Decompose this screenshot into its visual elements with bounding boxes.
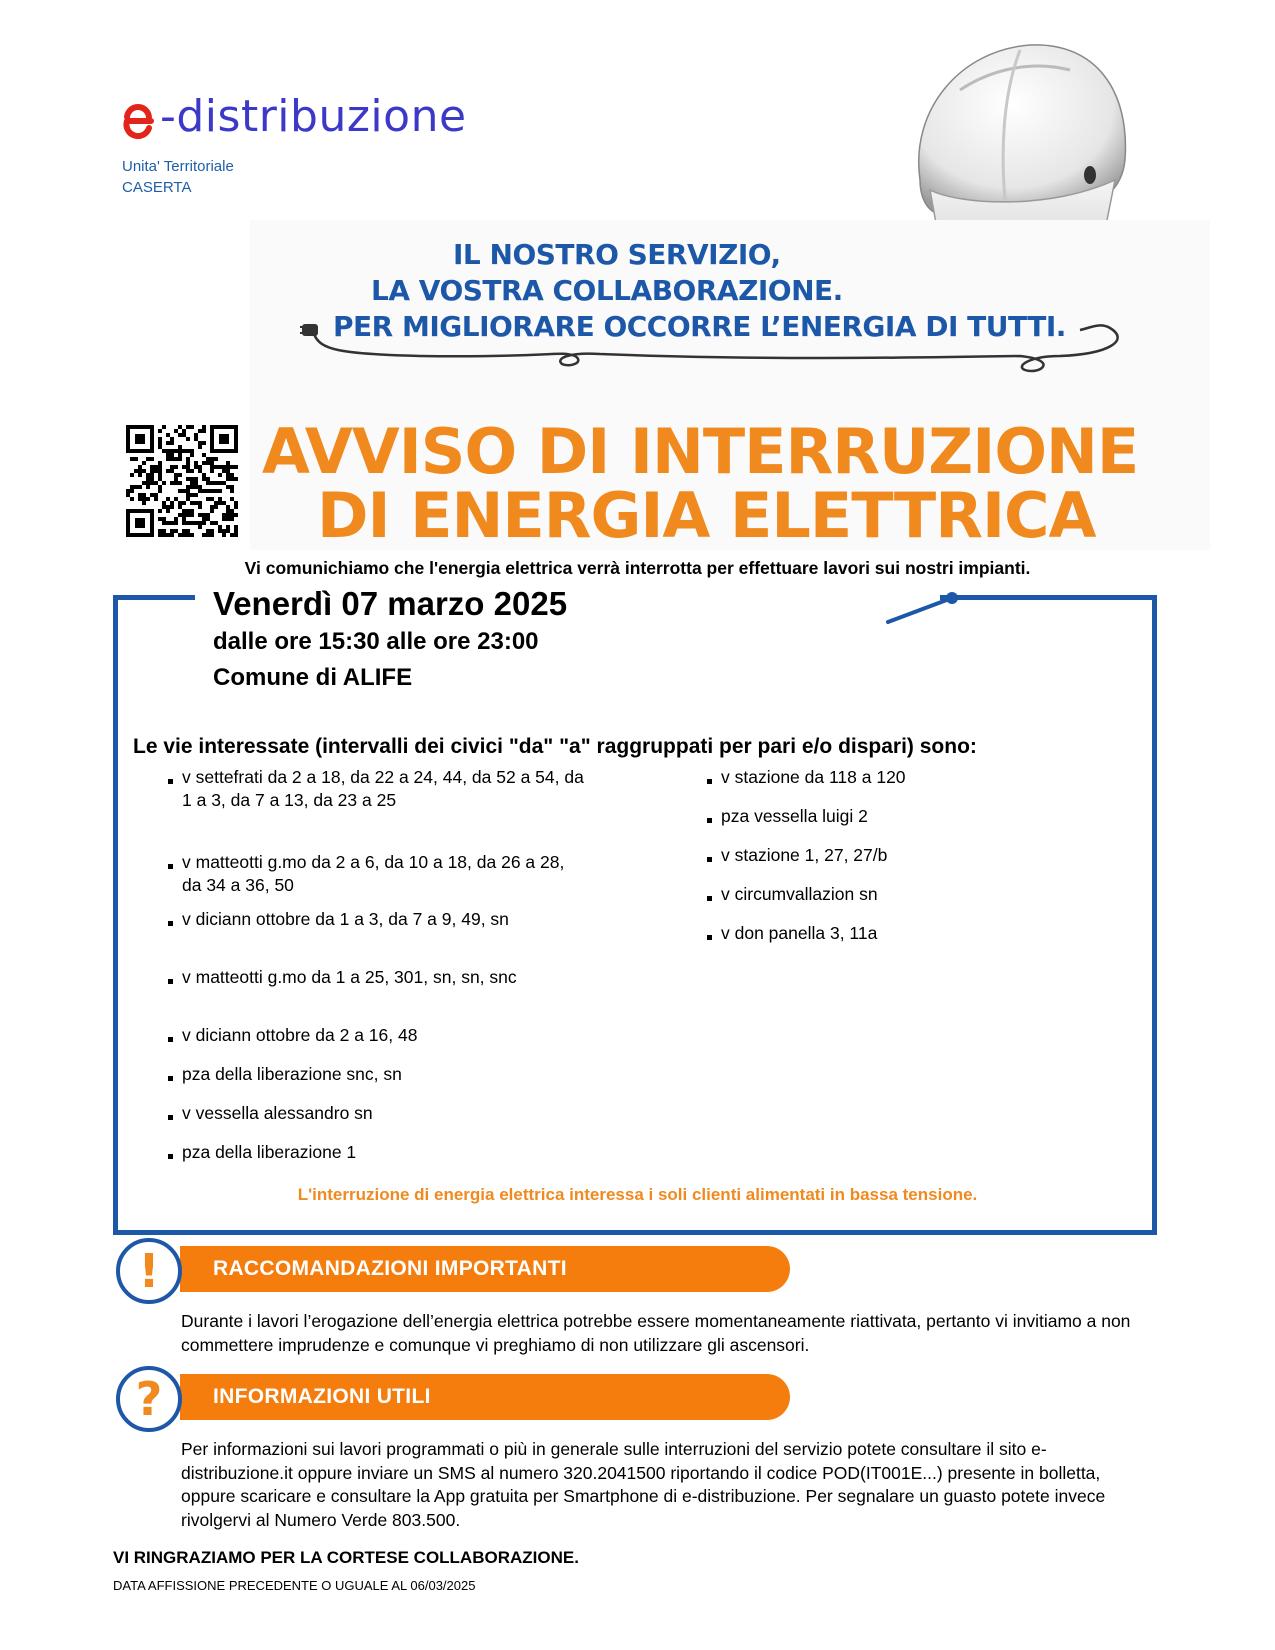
unit-line-2: CASERTA [122,179,192,196]
qr-code-icon [126,425,238,537]
slogan-line-1: IL NOSTRO SERVIZIO, [453,238,781,271]
slogan-line-3: PER MIGLIORARE OCCORRE L’ENERGIA DI TUTTI. [333,310,1066,343]
outage-hours: dalle ore 15:30 alle ore 23:00 [213,628,539,655]
e-logo-icon [118,99,158,139]
slogan-line-2: LA VOSTRA COLLABORAZIONE. [371,274,843,307]
list-item: v circumvallazion sn [707,883,1107,906]
brand-logo [118,91,467,142]
list-item: v settefrati da 2 a 18, da 22 a 24, 44, da 52 a 54, da 1 a 3, da 7 a 13, da 23 a 25 [168,766,588,812]
intro-text: Vi comunichiamo che l'energia elettrica verrà interrotta per effettuare lavori sui nostri impianti. [244,558,1031,578]
list-item: v matteotti g.mo da 1 a 25, 301, sn, sn, snc [168,966,608,989]
exclamation-icon: ! [116,1238,182,1304]
recommendations-header: RACCOMANDAZIONI IMPORTANTI [180,1246,790,1292]
territorial-unit [122,156,234,198]
list-item: pza della liberazione snc, sn [168,1063,608,1086]
power-cord-icon [300,320,1160,390]
list-item: v diciann ottobre da 2 a 16, 48 [168,1024,608,1047]
outage-comune: Comune di ALIFE [213,664,413,691]
low-voltage-note: L'interruzione di energia elettrica interessa i soli clienti alimentati in bassa tensione. [297,1185,978,1204]
posting-date: DATA AFFISSIONE PRECEDENTE O UGUALE AL 06/03/2025 [113,1578,476,1593]
frame-top-left [113,595,195,600]
list-item: v diciann ottobre da 1 a 3, da 7 a 9, 49, sn [168,908,608,931]
list-item: v stazione da 118 a 120 [707,766,1107,789]
question-icon: ? [116,1366,182,1432]
recommendations-text: Durante i lavori l’erogazione dell’energia elettrica potrebbe essere momentaneamente riattivata, pertanto vi invitiamo a non commettere imprudenze e comunque vi preghiamo di non utilizzare gli ascensori. [181,1311,1131,1355]
streets-title: Le vie interessate (intervalli dei civici "da" "a" raggruppati per pari e/o dispari) sono: [133,735,977,758]
outage-date: Venerdì 07 marzo 2025 [213,585,568,622]
list-item: v vessella alessandro sn [168,1102,608,1125]
logo-text: -distribuzione [160,91,467,142]
headline-line-1: AVVISO DI INTERRUZIONE [262,415,1139,488]
notice-headline [262,415,1139,552]
unit-line-1: Unita' Territoriale [122,158,234,175]
list-item: v stazione 1, 27, 27/b [707,844,1107,867]
frame-top-right [940,595,1157,600]
pin-icon [880,588,960,628]
list-item: v matteotti g.mo da 2 a 6, da 10 a 18, da 26 a 28, da 34 a 36, 50 [168,851,578,897]
list-item: v don panella 3, 11a [707,922,1107,945]
thanks-text: VI RINGRAZIAMO PER LA CORTESE COLLABORAZIONE. [113,1548,579,1567]
list-item: pza vessella luigi 2 [707,805,1107,828]
info-text: Per informazioni sui lavori programmati o più in generale sulle interruzioni del servizio potete consultare il sito e-distribuzione.it oppure inviare un SMS al numero 320.2041500 riportando il codice POD(IT001E...) presente in bolletta, oppure scaricare e consultare la App gratuita per Smartphone di e-distribuzione. Per segnalare un guasto potete invece rivolgervi al Numero Verde 803.500. [181,1439,1106,1530]
list-item: pza della liberazione 1 [168,1141,608,1164]
headline-line-2: DI ENERGIA ELETTRICA [317,479,1096,552]
info-header: INFORMAZIONI UTILI [180,1374,790,1420]
